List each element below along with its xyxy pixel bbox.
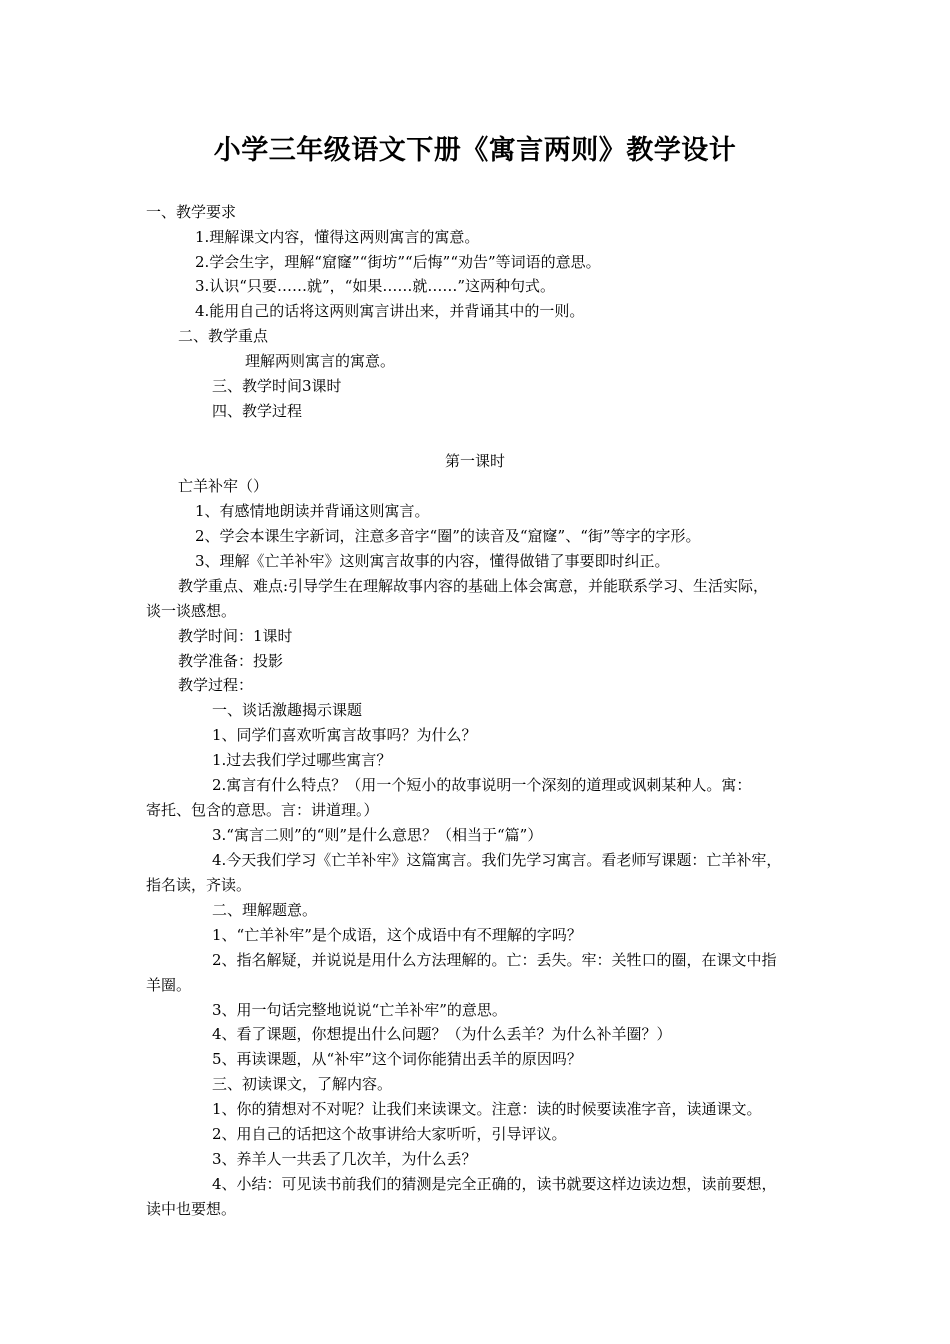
step-1-item-2: 1.过去我们学过哪些寓言？	[212, 751, 392, 769]
objective-1: 1、有感情地朗读并背诵这则寓言。	[195, 502, 430, 520]
objective-2: 2、学会本课生字新词，注意多音字“圈”的读音及“窟窿”、“街”等字的字形。	[195, 527, 701, 545]
step-2-item-2-line-2: 羊圈。	[146, 976, 192, 994]
step-heading-1: 一、谈话激趣揭示课题	[212, 701, 363, 719]
focus-text: 理解两则寓言的寓意。	[245, 352, 396, 370]
teaching-process-label: 教学过程：	[178, 676, 254, 694]
step-2-item-1: 1、“亡羊补牢”是个成语，这个成语中有不理解的字吗？	[212, 926, 582, 944]
key-points-line-2: 谈一谈感想。	[146, 602, 237, 620]
requirement-item-3: 3.认识“只要……就”，“如果……就……”这两种句式。	[195, 277, 555, 295]
requirement-item-1: 1.理解课文内容，懂得这两则寓言的寓意。	[195, 228, 480, 246]
section-heading-time: 三、教学时间3课时	[212, 377, 342, 395]
step-1-item-1: 1、同学们喜欢听寓言故事吗？为什么？	[212, 726, 477, 744]
lesson-subtitle: 亡羊补牢（）	[178, 477, 269, 495]
objective-3: 3、理解《亡羊补牢》这则寓言故事的内容，懂得做错了事要即时纠正。	[195, 552, 670, 570]
step-3-item-4-line-1: 4、小结：可见读书前我们的猜测是完全正确的，读书就要这样边读边想，读前要想，	[212, 1175, 777, 1193]
step-3-item-4-line-2: 读中也要想。	[146, 1200, 237, 1218]
step-1-item-4: 3.“寓言二则”的“则”是什么意思？（相当于“篇”）	[212, 826, 543, 844]
requirement-item-4: 4.能用自己的话将这两则寓言讲出来，并背诵其中的一则。	[195, 302, 585, 320]
step-1-item-3-line-1: 2.寓言有什么特点？（用一个短小的故事说明一个深刻的道理或讽刺某种人。寓：	[212, 776, 752, 794]
section-heading-process: 四、教学过程	[212, 402, 303, 420]
step-1-item-5-line-2: 指名读，齐读。	[146, 876, 252, 894]
teaching-time: 教学时间：1课时	[178, 627, 293, 645]
step-3-item-1: 1、你的猜想对不对呢？让我们来读课文。注意：读的时候要读准字音，读通课文。	[212, 1100, 762, 1118]
section-heading-focus: 二、教学重点	[178, 327, 269, 345]
requirement-item-2: 2.学会生字，理解“窟窿”“街坊”“后悔”“劝告”等词语的意思。	[195, 253, 601, 271]
step-1-item-3-line-2: 寄托、包含的意思。言：讲道理。）	[146, 801, 379, 819]
step-2-item-3: 3、用一句话完整地说说“亡羊补牢”的意思。	[212, 1001, 507, 1019]
step-2-item-4: 4、看了课题，你想提出什么问题？（为什么丢羊？为什么补羊圈？）	[212, 1025, 672, 1043]
section-heading-requirements: 一、教学要求	[146, 203, 237, 221]
step-2-item-5: 5、再读课题，从“补牢”这个词你能猜出丢羊的原因吗？	[212, 1050, 582, 1068]
lesson-heading: 第一课时	[444, 452, 505, 470]
teaching-prep: 教学准备：投影	[178, 652, 284, 670]
key-points-line-1: 教学重点、难点:引导学生在理解故事内容的基础上体会寓意，并能联系学习、生活实际，	[178, 577, 769, 595]
step-heading-2: 二、理解题意。	[212, 901, 318, 919]
step-heading-3: 三、初读课文，了解内容。	[212, 1075, 393, 1093]
step-1-item-5-line-1: 4.今天我们学习《亡羊补牢》这篇寓言。我们先学习寓言。看老师写课题：亡羊补牢，	[212, 851, 782, 869]
step-3-item-2: 2、用自己的话把这个故事讲给大家听听，引导评议。	[212, 1125, 567, 1143]
step-2-item-2-line-1: 2、指名解疑，并说说是用什么方法理解的。亡：丢失。牢：关牲口的圈，在课文中指	[212, 951, 777, 969]
document-title: 小学三年级语文下册《寓言两则》教学设计	[213, 135, 737, 166]
step-3-item-3: 3、养羊人一共丢了几次羊，为什么丢？	[212, 1150, 477, 1168]
